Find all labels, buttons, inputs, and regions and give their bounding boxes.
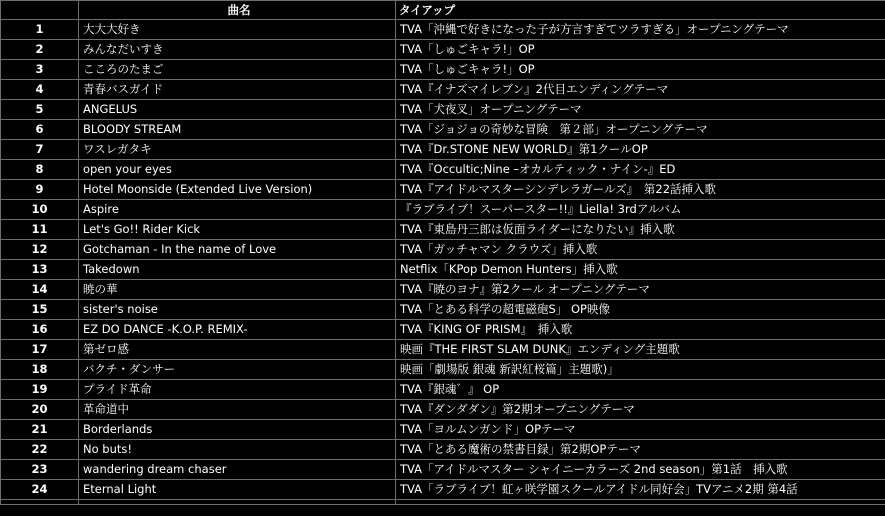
row-number: 15	[1, 300, 79, 320]
row-number: 6	[1, 120, 79, 140]
tieup-info: 『ラブライブ！スーパースター!!』Liella! 3rdアルバム	[396, 200, 885, 220]
song-title: Gotchaman - In the name of Love	[79, 240, 396, 260]
table-row	[1, 400, 885, 420]
table-row	[1, 100, 885, 120]
table-row-partial	[1, 500, 885, 505]
empty-cell	[79, 500, 396, 505]
song-title: バクチ・ダンサー	[79, 360, 396, 380]
song-title: こころのたまご	[79, 60, 396, 80]
row-number: 9	[1, 180, 79, 200]
row-number: 5	[1, 100, 79, 120]
header-number	[1, 1, 79, 20]
song-title: 暁の華	[79, 280, 396, 300]
empty-cell	[396, 500, 885, 505]
row-number: 3	[1, 60, 79, 80]
row-number: 10	[1, 200, 79, 220]
table-row	[1, 200, 885, 220]
tieup-info: TVA『ダンダダン』第2期オープニングテーマ	[396, 400, 885, 420]
row-number: 13	[1, 260, 79, 280]
tieup-info: TVA「沖縄で好きになった子が方言すぎてツラすぎる」オープニングテーマ	[396, 20, 885, 40]
row-number: 22	[1, 440, 79, 460]
song-title: プライド革命	[79, 380, 396, 400]
table-row	[1, 160, 885, 180]
tieup-info: TVA『イナズマイレブン』2代目エンディングテーマ	[396, 80, 885, 100]
tieup-info: TVA「とある科学の超電磁砲S」 OP映像	[396, 300, 885, 320]
row-number: 16	[1, 320, 79, 340]
song-title: Hotel Moonside (Extended Live Version)	[79, 180, 396, 200]
table-row	[1, 140, 885, 160]
song-title: Eternal Light	[79, 480, 396, 500]
table-row	[1, 120, 885, 140]
table-row	[1, 220, 885, 240]
song-title: wandering dream chaser	[79, 460, 396, 480]
tieup-info: 映画『THE FIRST SLAM DUNK』エンディング主題歌	[396, 340, 885, 360]
row-number: 2	[1, 40, 79, 60]
header-tieup: タイアップ	[396, 1, 885, 20]
row-number: 7	[1, 140, 79, 160]
song-title: open your eyes	[79, 160, 396, 180]
tieup-info: TVA『暁のヨナ』第2クール オープニングテーマ	[396, 280, 885, 300]
table-row	[1, 480, 885, 500]
tieup-info: TVA『東島丹三郎は仮面ライダーになりたい』挿入歌	[396, 220, 885, 240]
row-number: 12	[1, 240, 79, 260]
song-title: 第ゼロ感	[79, 340, 396, 360]
row-number: 21	[1, 420, 79, 440]
row-number: 23	[1, 460, 79, 480]
tieup-info: TVA『銀魂゛』 OP	[396, 380, 885, 400]
tieup-info: TVA「ジョジョの奇妙な冒険 第２部」オープニングテーマ	[396, 120, 885, 140]
table-row	[1, 180, 885, 200]
song-title: Let's Go!! Rider Kick	[79, 220, 396, 240]
table-row	[1, 320, 885, 340]
table-row	[1, 460, 885, 480]
table-row	[1, 60, 885, 80]
table-row	[1, 440, 885, 460]
row-number: 4	[1, 80, 79, 100]
tieup-info: TVA「犬夜叉」オープニングテーマ	[396, 100, 885, 120]
table-row	[1, 260, 885, 280]
song-title: sister's noise	[79, 300, 396, 320]
song-title: ワスレガタキ	[79, 140, 396, 160]
row-number: 14	[1, 280, 79, 300]
row-number: 20	[1, 400, 79, 420]
tieup-info: 映画「劇場版 銀魂 新訳紅桜篇」主題歌)」	[396, 360, 885, 380]
row-number: 24	[1, 480, 79, 500]
row-number: 1	[1, 20, 79, 40]
table-row	[1, 340, 885, 360]
table-row	[1, 360, 885, 380]
song-title: 革命道中	[79, 400, 396, 420]
tieup-info: TVA「アイドルマスター シャイニーカラーズ 2nd season」第1話 挿入歌	[396, 460, 885, 480]
song-title: Borderlands	[79, 420, 396, 440]
table-row	[1, 380, 885, 400]
table-row	[1, 20, 885, 40]
empty-cell	[1, 500, 79, 505]
tieup-info: TVA「ガッチャマン クラウズ」挿入歌	[396, 240, 885, 260]
tieup-info: TVA「しゅごキャラ!」OP	[396, 40, 885, 60]
table-row	[1, 420, 885, 440]
row-number: 11	[1, 220, 79, 240]
tieup-info: TVA『KING OF PRISM』 挿入歌	[396, 320, 885, 340]
song-title: BLOODY STREAM	[79, 120, 396, 140]
tieup-info: TVA「ヨルムンガンド」OPテーマ	[396, 420, 885, 440]
row-number: 19	[1, 380, 79, 400]
song-title: 大大大好き	[79, 20, 396, 40]
tieup-info: TVA『Dr.STONE NEW WORLD』第1クールOP	[396, 140, 885, 160]
tieup-info: Netflix「KPop Demon Hunters」挿入歌	[396, 260, 885, 280]
tieup-info: TVA『アイドルマスターシンデレラガールズ』 第22話挿入歌	[396, 180, 885, 200]
row-number: 18	[1, 360, 79, 380]
song-title: 青春バスガイド	[79, 80, 396, 100]
song-title: みんなだいすき	[79, 40, 396, 60]
song-title: ANGELUS	[79, 100, 396, 120]
song-title: No buts!	[79, 440, 396, 460]
tieup-info: TVA「ラブライブ！虹ヶ咲学園スクールアイドル同好会」TVアニメ2期 第4話	[396, 480, 885, 500]
tieup-info: TVA「しゅごキャラ!」OP	[396, 60, 885, 80]
row-number: 8	[1, 160, 79, 180]
song-title: EZ DO DANCE -K.O.P. REMIX-	[79, 320, 396, 340]
header-row	[1, 1, 885, 20]
song-title: Aspire	[79, 200, 396, 220]
song-title: Takedown	[79, 260, 396, 280]
table-row	[1, 280, 885, 300]
tieup-info: TVA『Occultic;Nine –オカルティック・ナイン-』ED	[396, 160, 885, 180]
table-row	[1, 300, 885, 320]
row-number: 17	[1, 340, 79, 360]
table-row	[1, 240, 885, 260]
table-row	[1, 80, 885, 100]
table-row	[1, 40, 885, 60]
header-song-title: 曲名	[79, 1, 396, 20]
tieup-info: TVA「とある魔術の禁書目録」第2期OPテーマ	[396, 440, 885, 460]
